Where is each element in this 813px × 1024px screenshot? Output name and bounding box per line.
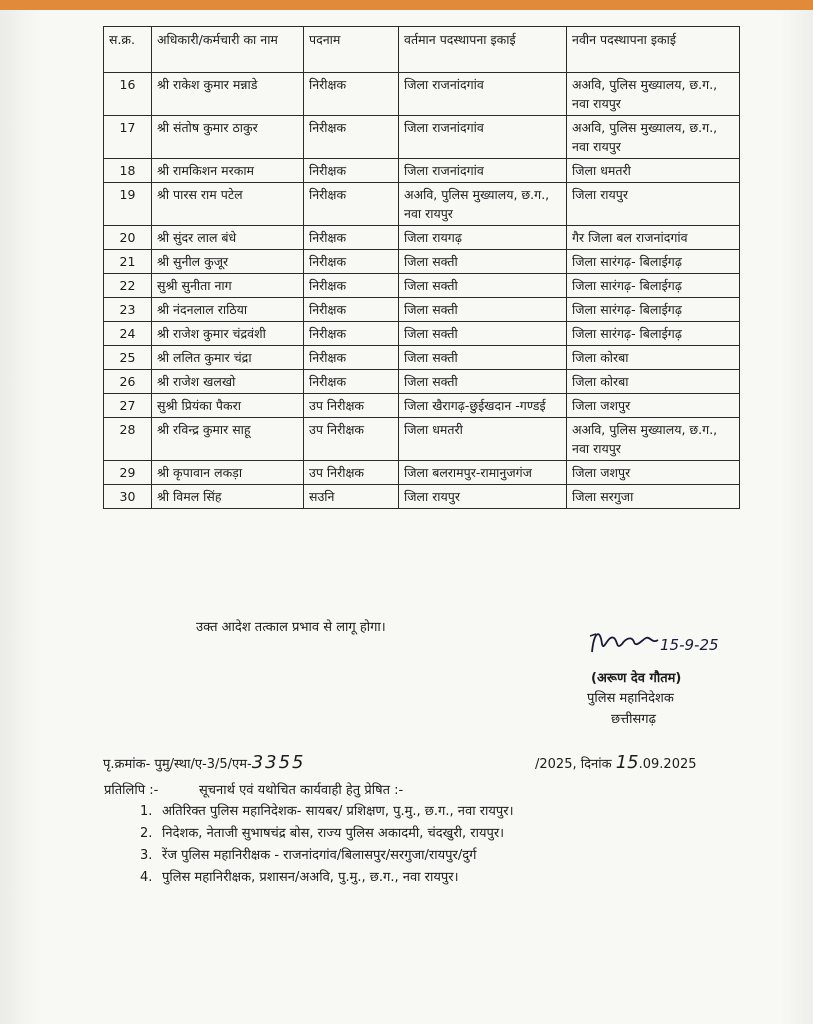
cell-serial: 18 [104, 159, 152, 183]
cell-name: श्री सुंदर लाल बंधे [152, 226, 304, 250]
list-item-text: निदेशक, नेताजी सुभाषचंद्र बोस, राज्य पुलिस अकादमी, चंदखुरी, रायपुर। [162, 826, 505, 841]
cell-current-posting: जिला सक्ती [399, 346, 567, 370]
table-row [104, 485, 740, 509]
document-page [0, 10, 813, 1024]
header-designation: पदनाम [304, 27, 399, 73]
list-item-number: 4. [140, 870, 153, 885]
cell-serial: 25 [104, 346, 152, 370]
cell-serial: 20 [104, 226, 152, 250]
cell-designation: निरीक्षक [304, 298, 399, 322]
reference-date [535, 752, 697, 773]
table-row [104, 159, 740, 183]
cell-designation: उप निरीक्षक [304, 461, 399, 485]
table-row [104, 116, 740, 159]
cell-new-posting: जिला सारंगढ़- बिलाईगढ़ [567, 250, 740, 274]
list-item-text: अतिरिक्त पुलिस महानिदेशक- सायबर/ प्रशिक्षण, पु.मु., छ.ग., नवा रायपुर। [162, 804, 514, 819]
table-header-row [104, 27, 740, 73]
cell-name: श्री रामकिशन मरकाम [152, 159, 304, 183]
table-row [104, 250, 740, 274]
cell-serial: 16 [104, 73, 152, 116]
cell-name: श्री नंदनलाल राठिया [152, 298, 304, 322]
cell-serial: 26 [104, 370, 152, 394]
cell-new-posting: जिला कोरबा [567, 370, 740, 394]
reference-date-rest: .09.2025 [638, 757, 697, 772]
cell-current-posting: जिला रायपुर [399, 485, 567, 509]
cell-designation: निरीक्षक [304, 116, 399, 159]
cell-current-posting: जिला राजनांदगांव [399, 116, 567, 159]
list-item [140, 867, 514, 889]
table-row [104, 322, 740, 346]
signer-name: (अरूण देव गौतम) [591, 671, 682, 686]
reference-handwritten-number: 3355 [251, 752, 306, 773]
cell-new-posting: जिला जशपुर [567, 461, 740, 485]
cell-name: श्री पारस राम पटेल [152, 183, 304, 226]
header-current-posting: वर्तमान पदस्थापना इकाई [399, 27, 567, 73]
cell-name: श्री सुनील कुजूर [152, 250, 304, 274]
cell-new-posting: जिला रायपुर [567, 183, 740, 226]
table-row [104, 73, 740, 116]
reference-number [103, 752, 306, 773]
header-new-posting: नवीन पदस्थापना इकाई [567, 27, 740, 73]
list-item [140, 823, 514, 845]
list-item-number: 2. [140, 826, 153, 841]
cell-new-posting: जिला जशपुर [567, 394, 740, 418]
cell-serial: 21 [104, 250, 152, 274]
cell-designation: निरीक्षक [304, 226, 399, 250]
table-row [104, 346, 740, 370]
cell-serial: 17 [104, 116, 152, 159]
cell-name: श्री संतोष कुमार ठाकुर [152, 116, 304, 159]
cell-current-posting: जिला सक्ती [399, 274, 567, 298]
cell-current-posting: जिला खैरागढ़-छुईखदान -गण्डई [399, 394, 567, 418]
cell-current-posting: जिला सक्ती [399, 250, 567, 274]
table-row [104, 394, 740, 418]
cell-serial: 23 [104, 298, 152, 322]
cell-name: श्री ललित कुमार चंद्रा [152, 346, 304, 370]
cell-serial: 24 [104, 322, 152, 346]
cell-designation: निरीक्षक [304, 370, 399, 394]
list-item [140, 845, 514, 867]
list-item-number: 3. [140, 848, 153, 863]
cell-name: श्री कृपावान लकड़ा [152, 461, 304, 485]
cell-new-posting: जिला धमतरी [567, 159, 740, 183]
cell-designation: सउनि [304, 485, 399, 509]
cell-new-posting: गैर जिला बल राजनांदगांव [567, 226, 740, 250]
cell-serial: 22 [104, 274, 152, 298]
cell-name: श्री राजेश खलखो [152, 370, 304, 394]
transfer-table [103, 26, 740, 509]
top-edge-strip [0, 0, 813, 10]
table-row [104, 226, 740, 250]
table-row [104, 418, 740, 461]
cell-new-posting: जिला सारंगढ़- बिलाईगढ़ [567, 322, 740, 346]
list-item-number: 1. [140, 804, 153, 819]
list-item [140, 801, 514, 823]
cell-current-posting: जिला धमतरी [399, 418, 567, 461]
list-item-text: पुलिस महानिरीक्षक, प्रशासन/अअवि, पु.मु., छ.ग., नवा रायपुर। [162, 870, 459, 885]
cell-name: श्री रविन्द्र कुमार साहू [152, 418, 304, 461]
cell-name: श्री राजेश कुमार चंद्रवंशी [152, 322, 304, 346]
cell-designation: उप निरीक्षक [304, 418, 399, 461]
copy-label: प्रतिलिपि :- [104, 783, 159, 798]
signer-state: छत्तीसगढ़ [611, 712, 656, 727]
copy-intro: सूचनार्थ एवं यथोचित कार्यवाही हेतु प्रेषित :- [199, 783, 404, 798]
cell-current-posting: जिला सक्ती [399, 370, 567, 394]
table-row [104, 461, 740, 485]
table-row [104, 298, 740, 322]
list-item-text: रेंज पुलिस महानिरीक्षक - राजनांदगांव/बिलासपुर/सरगुजा/रायपुर/दुर्ग [162, 848, 477, 863]
order-effect-text: उक्त आदेश तत्काल प्रभाव से लागू होगा। [196, 620, 386, 635]
cell-current-posting: जिला राजनांदगांव [399, 159, 567, 183]
cell-designation: निरीक्षक [304, 250, 399, 274]
table-row [104, 274, 740, 298]
cell-designation: निरीक्षक [304, 322, 399, 346]
cell-current-posting: अअवि, पुलिस मुख्यालय, छ.ग., नवा रायपुर [399, 183, 567, 226]
table-row [104, 370, 740, 394]
cell-designation: निरीक्षक [304, 159, 399, 183]
cell-name: श्री राकेश कुमार मन्नाडे [152, 73, 304, 116]
cell-serial: 29 [104, 461, 152, 485]
cell-serial: 28 [104, 418, 152, 461]
reference-day: 15 [615, 752, 639, 773]
copy-recipients-list [140, 801, 514, 889]
cell-new-posting: जिला कोरबा [567, 346, 740, 370]
cell-designation: निरीक्षक [304, 346, 399, 370]
cell-designation: निरीक्षक [304, 73, 399, 116]
cell-name: सुश्री सुनीता नाग [152, 274, 304, 298]
cell-new-posting: अअवि, पुलिस मुख्यालय, छ.ग., नवा रायपुर [567, 418, 740, 461]
header-name: अधिकारी/कर्मचारी का नाम [152, 27, 304, 73]
reference-prefix: पृ.क्रमांक- पुमु/स्था/ए-3/5/एम- [103, 757, 252, 772]
cell-current-posting: जिला राजनांदगांव [399, 73, 567, 116]
cell-current-posting: जिला सक्ती [399, 298, 567, 322]
cell-new-posting: जिला सरगुजा [567, 485, 740, 509]
cell-name: श्री विमल सिंह [152, 485, 304, 509]
cell-new-posting: जिला सारंगढ़- बिलाईगढ़ [567, 298, 740, 322]
cell-current-posting: जिला बलरामपुर-रामानुजगंज [399, 461, 567, 485]
cell-name: सुश्री प्रियंका पैकरा [152, 394, 304, 418]
cell-current-posting: जिला रायगढ़ [399, 226, 567, 250]
header-serial: स.क्र. [104, 27, 152, 73]
reference-year: /2025, दिनांक [535, 757, 612, 772]
cell-new-posting: अअवि, पुलिस मुख्यालय, छ.ग., नवा रायपुर [567, 116, 740, 159]
signature-image [586, 622, 736, 662]
cell-designation: निरीक्षक [304, 274, 399, 298]
table-row [104, 183, 740, 226]
cell-serial: 27 [104, 394, 152, 418]
signer-designation: पुलिस महानिदेशक [587, 691, 674, 706]
cell-current-posting: जिला सक्ती [399, 322, 567, 346]
cell-serial: 30 [104, 485, 152, 509]
cell-serial: 19 [104, 183, 152, 226]
cell-new-posting: जिला सारंगढ़- बिलाईगढ़ [567, 274, 740, 298]
cell-designation: निरीक्षक [304, 183, 399, 226]
cell-new-posting: अअवि, पुलिस मुख्यालय, छ.ग., नवा रायपुर [567, 73, 740, 116]
signature-date: 15-9-25 [660, 636, 719, 654]
cell-designation: उप निरीक्षक [304, 394, 399, 418]
